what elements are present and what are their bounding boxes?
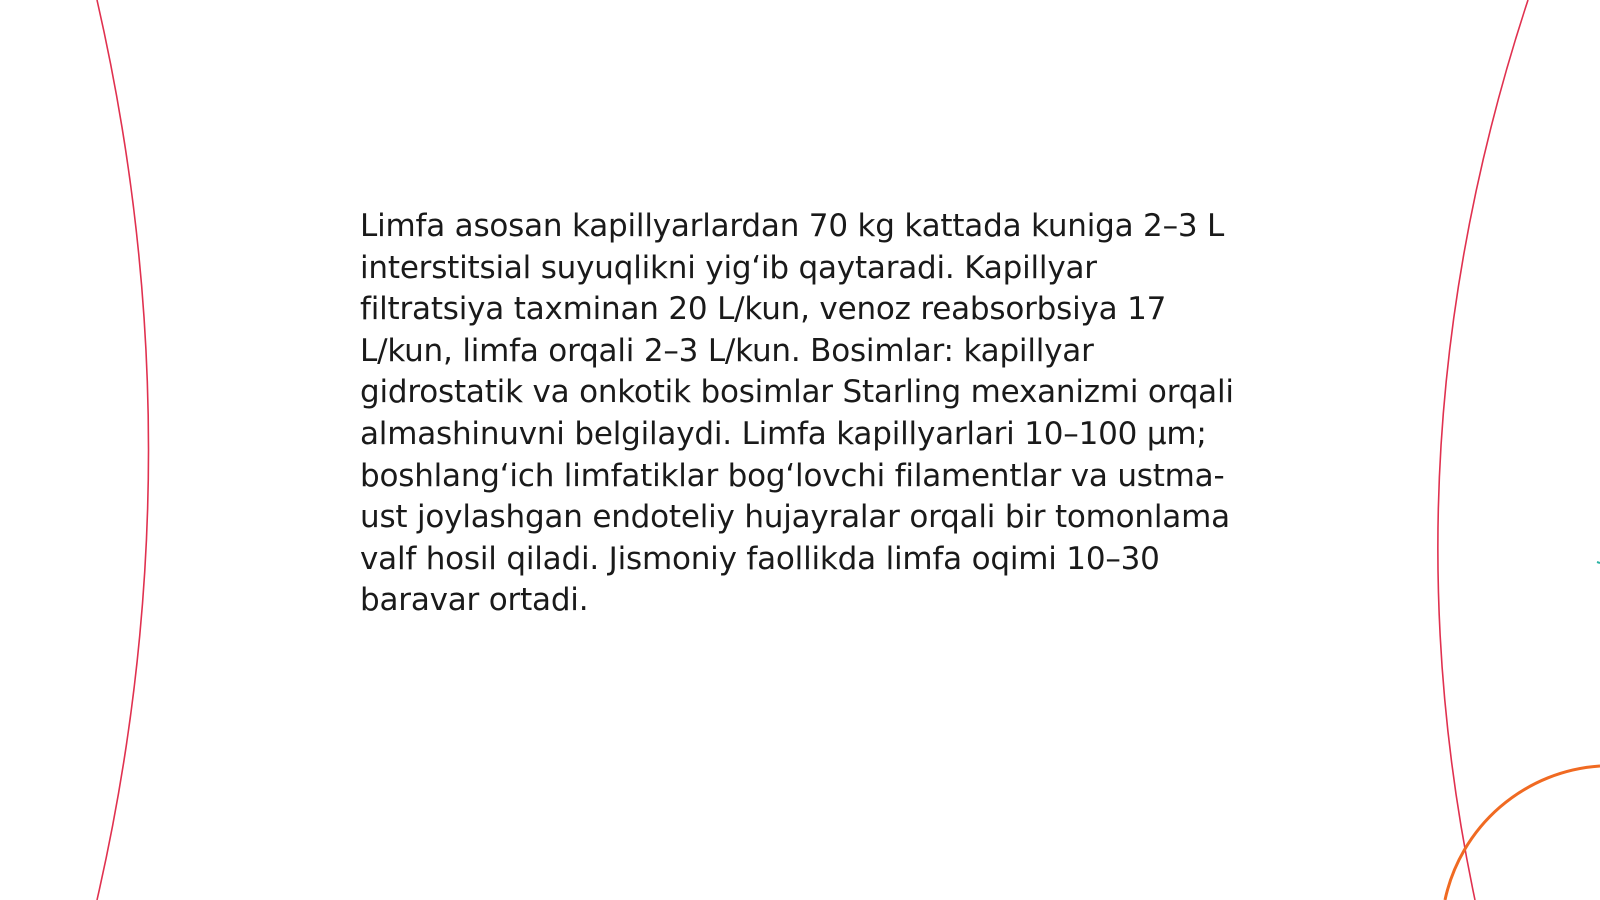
orange-circle-arc — [1445, 766, 1600, 900]
left-arc-line — [97, 0, 149, 900]
right-arc-line — [1438, 0, 1528, 900]
body-text: Limfa asosan kapillyarlardan 70 kg kattada kuniga 2–3 L interstitsial suyuqlikni yig‘ib qaytaradi. Kapillyar filtratsiya taxminan 20 L/kun, venoz reabsorbsiya 17 L/kun, limfa orqali 2–3 L/kun. Bosimlar: kapillyar gidrostatik va onkotik bosimlar Starling mexanizmi orqali almashinuvni belgilaydi. Limfa kapillyarlari 10–100 µm; boshlang‘ich limfatiklar bog‘lovchi filamentlar va ustma-ust joylashgan endoteliy hujayralar orqali bir tomonlama valf hosil qiladi. Jismoniy faollikda limfa oqimi 10–30 baravar ortadi. — [360, 208, 1234, 619]
